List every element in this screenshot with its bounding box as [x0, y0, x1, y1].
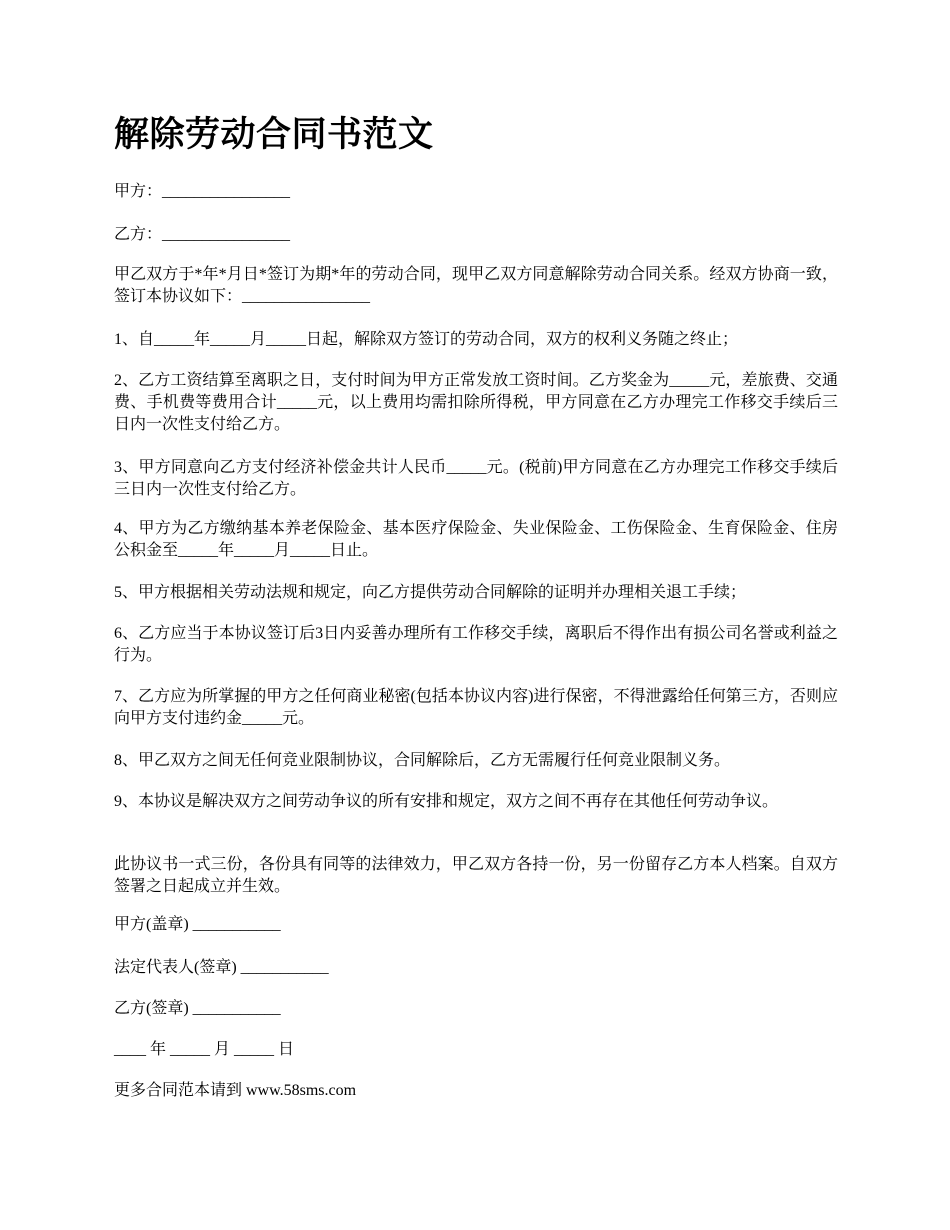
- clause-3: 3、甲方同意向乙方支付经济补偿金共计人民币_____元。(税前)甲方同意在乙方办理完工作移交手续后三日内一次性支付给乙方。: [114, 459, 838, 498]
- clause-2: 2、乙方工资结算至离职之日，支付时间为甲方正常发放工资时间。乙方奖金为_____元，差旅费、交通费、手机费等费用合计_____元，以上费用均需扣除所得税，甲方同意在乙方办理完工作移交手续后三日内一次性支付给乙方。: [114, 372, 838, 433]
- footer-link-text: 更多合同范本请到 www.58sms.com: [114, 1082, 357, 1099]
- closing-paragraph: 此协议书一式三份，各份具有同等的法律效力，甲乙双方各持一份，另一份留存乙方本人档案。自双方签署之日起成立并生效。: [114, 856, 838, 895]
- clause-7: 7、乙方应为所掌握的甲方之任何商业秘密(包括本协议内容)进行保密，不得泄露给任何第三方，否则应向甲方支付违约金_____元。: [114, 688, 838, 727]
- signing-date-line: ____ 年 _____ 月 _____ 日: [114, 1041, 295, 1058]
- clause-9: 9、本协议是解决双方之间劳动争议的所有安排和规定，双方之间不再存在其他任何劳动争议。: [114, 793, 779, 810]
- clause-1: 1、自_____年_____月_____日起，解除双方签订的劳动合同，双方的权利义务随之终止；: [114, 331, 739, 348]
- clause-6: 6、乙方应当于本协议签订后3日内妥善办理所有工作移交手续，离职后不得作出有损公司名誉或利益之行为。: [114, 625, 838, 664]
- legal-representative-line: 法定代表人(签章) ___________: [114, 959, 329, 976]
- party-b-line: 乙方：________________: [114, 226, 291, 243]
- clause-8: 8、甲乙双方之间无任何竞业限制协议，合同解除后，乙方无需履行任何竞业限制义务。: [114, 752, 731, 769]
- document-title: 解除劳动合同书范文: [114, 115, 434, 154]
- party-a-line: 甲方：________________: [114, 183, 291, 200]
- clause-4: 4、甲方为乙方缴纳基本养老保险金、基本医疗保险金、失业保险金、工伤保险金、生育保险金、住房公积金至_____年_____月_____日止。: [114, 520, 838, 559]
- party-b-signature-line: 乙方(签章) ___________: [114, 1000, 281, 1017]
- party-a-seal-line: 甲方(盖章) ___________: [114, 916, 281, 933]
- clause-5: 5、甲方根据相关劳动法规和规定，向乙方提供劳动合同解除的证明并办理相关退工手续；: [114, 584, 747, 601]
- intro-paragraph: 甲乙双方于*年*月日*签订为期*年的劳动合同，现甲乙双方同意解除劳动合同关系。经双方协商一致，签订本协议如下：________________: [114, 266, 838, 305]
